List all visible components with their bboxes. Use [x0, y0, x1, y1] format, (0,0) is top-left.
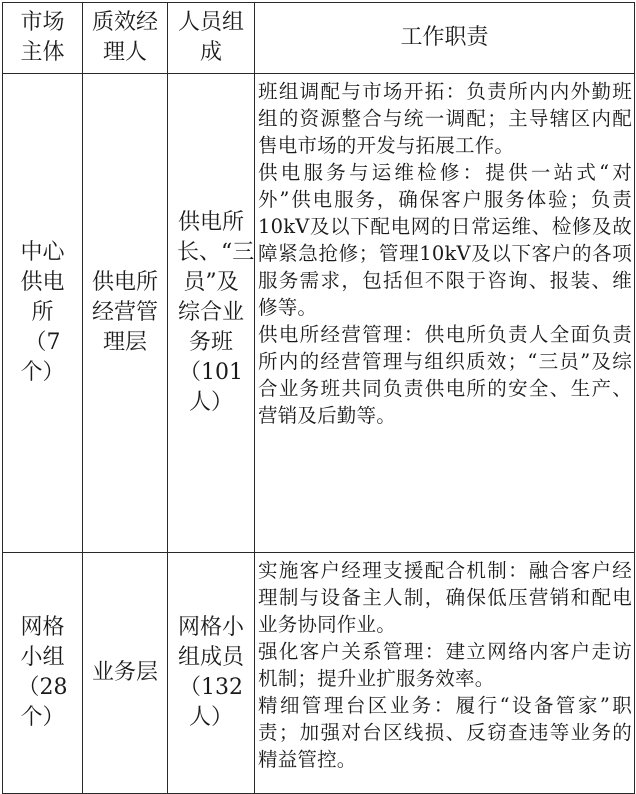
cell-staff: 网格小组成员（132人）	[168, 553, 255, 794]
cell-manager: 业务层	[83, 553, 168, 794]
table-row	[3, 553, 635, 794]
table-row	[3, 74, 635, 553]
header-row	[3, 3, 635, 74]
cell-manager: 供电所经营管理层	[83, 74, 168, 553]
header-duties: 工作职责	[255, 3, 635, 74]
header-staff: 人员组成	[168, 3, 255, 74]
duty-paragraph: 供电所经营管理：供电所负责人全面负责所内的经营管理与组织质效；“三员”及综合业务班共同负责供电所的安全、生产、营销及后勤等。	[258, 323, 632, 427]
duty-paragraph: 班组调配与市场开拓：负责所内内外勤班组的资源整合与统一调配；主导辖区内配售电市场的开发与拓展工作。	[258, 80, 632, 157]
header-manager: 质效经理人	[83, 3, 168, 74]
cell-market-subject: 中心供电所（7个）	[3, 74, 83, 553]
duties-table	[2, 2, 635, 794]
cell-market-subject: 网格小组（28个）	[3, 553, 83, 794]
duty-paragraph: 供电服务与运维检修：提供一站式“对外”供电服务，确保客户服务体验；负责10kV及以下配电网的日常运维、检修及故障紧急抢修；管理10kV及以下客户的各项服务需求，包括但不限于咨询、报装、维修等。	[258, 161, 632, 319]
duty-paragraph: 精细管理台区业务：履行“设备管家”职责；加强对台区线损、反窃查违等业务的精益管控。	[258, 694, 632, 771]
duty-paragraph: 实施客户经理支援配合机制：融合客户经理制与设备主人制，确保低压营销和配电业务协同作业。	[258, 559, 632, 636]
cell-staff: 供电所长、“三员”及综合业务班（101人）	[168, 74, 255, 553]
cell-duties	[255, 553, 635, 794]
header-market-subject: 市场主体	[3, 3, 83, 74]
cell-duties	[255, 74, 635, 553]
duty-paragraph: 强化客户关系管理：建立网络内客户走访机制；提升业扩服务效率。	[258, 640, 632, 690]
